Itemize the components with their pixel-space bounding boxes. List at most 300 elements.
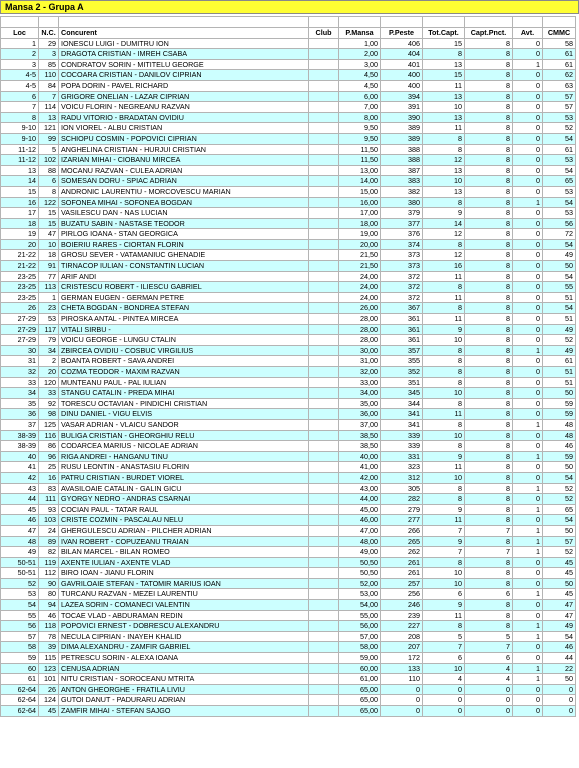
tot-capt-cell[interactable]: 12 xyxy=(423,229,465,240)
p-mansa-cell[interactable]: 38,50 xyxy=(339,430,381,441)
nc-cell[interactable]: 92 xyxy=(39,398,59,409)
concurent-cell[interactable]: ANGHELINA CRISTIAN - HURJUI CRISTIAN xyxy=(59,144,309,155)
p-peste-cell[interactable]: 380 xyxy=(381,197,423,208)
capt-pnct-cell[interactable]: 8 xyxy=(465,112,513,123)
loc-cell[interactable]: 56 xyxy=(1,621,39,632)
avt-cell[interactable]: 0 xyxy=(513,102,543,113)
p-peste-cell[interactable]: 344 xyxy=(381,398,423,409)
p-mansa-cell[interactable]: 40,00 xyxy=(339,451,381,462)
concurent-cell[interactable]: CRISTESCU ROBERT - ILIESCU GABRIEL xyxy=(59,282,309,293)
loc-cell[interactable]: 18 xyxy=(1,218,39,229)
cmmc-cell[interactable]: 0 xyxy=(543,695,576,706)
loc-cell[interactable]: 3 xyxy=(1,59,39,70)
cmmc-cell[interactable]: 52 xyxy=(543,547,576,558)
cmmc-cell[interactable]: 22 xyxy=(543,663,576,674)
concurent-cell[interactable]: SOFONEA MIHAI - SOFONEA BOGDAN xyxy=(59,197,309,208)
avt-cell[interactable]: 1 xyxy=(513,59,543,70)
nc-cell[interactable]: 6 xyxy=(39,176,59,187)
avt-cell[interactable]: 1 xyxy=(513,547,543,558)
loc-cell[interactable]: 50-51 xyxy=(1,557,39,568)
cmmc-cell[interactable]: 50 xyxy=(543,674,576,685)
p-peste-cell[interactable]: 377 xyxy=(381,218,423,229)
concurent-cell[interactable]: VOICU GEORGE - LUNGU CTALIN xyxy=(59,335,309,346)
p-peste-cell[interactable]: 400 xyxy=(381,80,423,91)
avt-cell[interactable]: 0 xyxy=(513,144,543,155)
concurent-cell[interactable]: CONDRATOV SORIN - MITITELU GEORGE xyxy=(59,59,309,70)
club-cell[interactable] xyxy=(309,38,339,49)
avt-cell[interactable]: 1 xyxy=(513,621,543,632)
tot-capt-cell[interactable]: 10 xyxy=(423,335,465,346)
avt-cell[interactable]: 0 xyxy=(513,684,543,695)
avt-cell[interactable]: 0 xyxy=(513,335,543,346)
nc-cell[interactable]: 122 xyxy=(39,197,59,208)
avt-cell[interactable]: 1 xyxy=(513,197,543,208)
club-cell[interactable] xyxy=(309,398,339,409)
club-cell[interactable] xyxy=(309,80,339,91)
p-mansa-cell[interactable]: 8,00 xyxy=(339,112,381,123)
nc-cell[interactable]: 15 xyxy=(39,208,59,219)
nc-cell[interactable]: 116 xyxy=(39,430,59,441)
p-mansa-cell[interactable]: 4,50 xyxy=(339,70,381,81)
avt-cell[interactable]: 0 xyxy=(513,112,543,123)
p-mansa-cell[interactable]: 30,00 xyxy=(339,345,381,356)
p-peste-cell[interactable]: 341 xyxy=(381,419,423,430)
concurent-cell[interactable]: COCOARA CRISTIAN - DANILOV CIPRIAN xyxy=(59,70,309,81)
cmmc-cell[interactable]: 59 xyxy=(543,409,576,420)
tot-capt-cell[interactable]: 8 xyxy=(423,557,465,568)
capt-pnct-cell[interactable]: 8 xyxy=(465,398,513,409)
capt-pnct-cell[interactable]: 8 xyxy=(465,38,513,49)
loc-cell[interactable]: 27-29 xyxy=(1,314,39,325)
nc-cell[interactable]: 103 xyxy=(39,515,59,526)
p-mansa-cell[interactable]: 2,00 xyxy=(339,49,381,60)
capt-pnct-cell[interactable]: 4 xyxy=(465,674,513,685)
avt-cell[interactable]: 0 xyxy=(513,557,543,568)
p-mansa-cell[interactable]: 28,00 xyxy=(339,324,381,335)
cmmc-cell[interactable]: 61 xyxy=(543,49,576,60)
cmmc-cell[interactable]: 54 xyxy=(543,472,576,483)
p-mansa-cell[interactable]: 24,00 xyxy=(339,292,381,303)
nc-cell[interactable]: 98 xyxy=(39,409,59,420)
p-peste-cell[interactable]: 207 xyxy=(381,642,423,653)
concurent-cell[interactable]: VOICU FLORIN - NEGREANU RAZVAN xyxy=(59,102,309,113)
nc-cell[interactable]: 23 xyxy=(39,303,59,314)
cmmc-cell[interactable]: 72 xyxy=(543,229,576,240)
p-mansa-cell[interactable]: 42,00 xyxy=(339,472,381,483)
capt-pnct-cell[interactable]: 8 xyxy=(465,218,513,229)
capt-pnct-cell[interactable]: 8 xyxy=(465,557,513,568)
club-cell[interactable] xyxy=(309,356,339,367)
concurent-cell[interactable]: COCIAN PAUL - TATAR RAUL xyxy=(59,504,309,515)
nc-cell[interactable]: 25 xyxy=(39,462,59,473)
cmmc-cell[interactable]: 46 xyxy=(543,642,576,653)
cmmc-cell[interactable]: 59 xyxy=(543,451,576,462)
capt-pnct-cell[interactable]: 8 xyxy=(465,70,513,81)
cmmc-cell[interactable]: 48 xyxy=(543,430,576,441)
capt-pnct-cell[interactable]: 8 xyxy=(465,49,513,60)
p-peste-cell[interactable]: 277 xyxy=(381,515,423,526)
cmmc-cell[interactable]: 48 xyxy=(543,419,576,430)
p-peste-cell[interactable]: 339 xyxy=(381,441,423,452)
capt-pnct-cell[interactable]: 8 xyxy=(465,229,513,240)
p-mansa-cell[interactable]: 26,00 xyxy=(339,303,381,314)
p-peste-cell[interactable]: 265 xyxy=(381,536,423,547)
nc-cell[interactable]: 86 xyxy=(39,441,59,452)
capt-pnct-cell[interactable]: 8 xyxy=(465,59,513,70)
p-mansa-cell[interactable]: 31,00 xyxy=(339,356,381,367)
p-mansa-cell[interactable]: 50,50 xyxy=(339,568,381,579)
capt-pnct-cell[interactable]: 8 xyxy=(465,261,513,272)
club-cell[interactable] xyxy=(309,557,339,568)
p-peste-cell[interactable]: 352 xyxy=(381,367,423,378)
club-cell[interactable] xyxy=(309,49,339,60)
capt-pnct-cell[interactable]: 8 xyxy=(465,356,513,367)
capt-pnct-cell[interactable]: 7 xyxy=(465,525,513,536)
concurent-cell[interactable]: ZAMFIR MIHAI - STEFAN SAJGO xyxy=(59,706,309,717)
club-cell[interactable] xyxy=(309,335,339,346)
concurent-cell[interactable]: TOCAE VLAD - ABDURAMAN REDIN xyxy=(59,610,309,621)
loc-cell[interactable]: 48 xyxy=(1,536,39,547)
nc-cell[interactable]: 84 xyxy=(39,80,59,91)
club-cell[interactable] xyxy=(309,547,339,558)
capt-pnct-cell[interactable]: 8 xyxy=(465,451,513,462)
nc-cell[interactable]: 114 xyxy=(39,102,59,113)
club-cell[interactable] xyxy=(309,250,339,261)
concurent-cell[interactable]: VASAR ADRIAN - VLAICU SANDOR xyxy=(59,419,309,430)
tot-capt-cell[interactable]: 8 xyxy=(423,494,465,505)
nc-cell[interactable]: 45 xyxy=(39,706,59,717)
avt-cell[interactable]: 0 xyxy=(513,70,543,81)
concurent-cell[interactable]: NITU CRISTIAN - SOROCEANU MTRITA xyxy=(59,674,309,685)
avt-cell[interactable]: 1 xyxy=(513,674,543,685)
avt-cell[interactable]: 1 xyxy=(513,345,543,356)
p-peste-cell[interactable]: 331 xyxy=(381,451,423,462)
cmmc-cell[interactable]: 47 xyxy=(543,610,576,621)
p-peste-cell[interactable]: 0 xyxy=(381,684,423,695)
loc-cell[interactable]: 50-51 xyxy=(1,568,39,579)
capt-pnct-cell[interactable]: 8 xyxy=(465,144,513,155)
tot-capt-cell[interactable]: 8 xyxy=(423,621,465,632)
p-peste-cell[interactable]: 279 xyxy=(381,504,423,515)
avt-cell[interactable]: 0 xyxy=(513,292,543,303)
loc-cell[interactable]: 42 xyxy=(1,472,39,483)
loc-cell[interactable]: 23-25 xyxy=(1,282,39,293)
avt-cell[interactable]: 1 xyxy=(513,419,543,430)
avt-cell[interactable]: 0 xyxy=(513,706,543,717)
concurent-cell[interactable]: RIGA ANDREI - HANGANU TINU xyxy=(59,451,309,462)
concurent-cell[interactable]: DINU DANIEL - VIGU ELVIS xyxy=(59,409,309,420)
club-cell[interactable] xyxy=(309,483,339,494)
concurent-cell[interactable]: MOCANU RAZVAN - CULEA ADRIAN xyxy=(59,165,309,176)
loc-cell[interactable]: 62-64 xyxy=(1,684,39,695)
p-mansa-cell[interactable]: 9,50 xyxy=(339,133,381,144)
capt-pnct-cell[interactable]: 8 xyxy=(465,483,513,494)
loc-cell[interactable]: 35 xyxy=(1,398,39,409)
p-peste-cell[interactable]: 345 xyxy=(381,388,423,399)
concurent-cell[interactable]: GRIGORE ONELIAN - LAZAR CIPRIAN xyxy=(59,91,309,102)
p-peste-cell[interactable]: 110 xyxy=(381,674,423,685)
capt-pnct-cell[interactable]: 8 xyxy=(465,568,513,579)
cmmc-cell[interactable]: 47 xyxy=(543,600,576,611)
capt-pnct-cell[interactable]: 6 xyxy=(465,653,513,664)
capt-pnct-cell[interactable]: 8 xyxy=(465,314,513,325)
tot-capt-cell[interactable]: 7 xyxy=(423,547,465,558)
loc-cell[interactable]: 40 xyxy=(1,451,39,462)
nc-cell[interactable]: 5 xyxy=(39,144,59,155)
cmmc-cell[interactable]: 56 xyxy=(543,218,576,229)
cmmc-cell[interactable]: 46 xyxy=(543,441,576,452)
club-cell[interactable] xyxy=(309,684,339,695)
nc-cell[interactable]: 111 xyxy=(39,494,59,505)
avt-cell[interactable]: 1 xyxy=(513,589,543,600)
tot-capt-cell[interactable]: 4 xyxy=(423,674,465,685)
avt-cell[interactable]: 0 xyxy=(513,578,543,589)
cmmc-cell[interactable]: 0 xyxy=(543,684,576,695)
col-header-loc[interactable]: Loc xyxy=(1,28,39,39)
col-header-avt[interactable]: Avt. xyxy=(513,28,543,39)
p-mansa-cell[interactable]: 3,00 xyxy=(339,59,381,70)
loc-cell[interactable]: 31 xyxy=(1,356,39,367)
cmmc-cell[interactable]: 54 xyxy=(543,271,576,282)
tot-capt-cell[interactable]: 0 xyxy=(423,706,465,717)
capt-pnct-cell[interactable]: 8 xyxy=(465,377,513,388)
p-mansa-cell[interactable]: 57,00 xyxy=(339,631,381,642)
cmmc-cell[interactable]: 51 xyxy=(543,292,576,303)
club-cell[interactable] xyxy=(309,292,339,303)
nc-cell[interactable]: 89 xyxy=(39,536,59,547)
capt-pnct-cell[interactable]: 8 xyxy=(465,303,513,314)
cmmc-cell[interactable]: 62 xyxy=(543,70,576,81)
cmmc-cell[interactable]: 55 xyxy=(543,282,576,293)
concurent-cell[interactable]: RADU VITORIO - BRADATAN OVIDIU xyxy=(59,112,309,123)
tot-capt-cell[interactable]: 13 xyxy=(423,186,465,197)
club-cell[interactable] xyxy=(309,441,339,452)
nc-cell[interactable]: 120 xyxy=(39,377,59,388)
p-mansa-cell[interactable]: 16,00 xyxy=(339,197,381,208)
cmmc-cell[interactable]: 49 xyxy=(543,621,576,632)
p-mansa-cell[interactable]: 11,50 xyxy=(339,155,381,166)
concurent-cell[interactable]: PETRESCU SORIN - ALEXA IOANA xyxy=(59,653,309,664)
capt-pnct-cell[interactable]: 8 xyxy=(465,282,513,293)
loc-cell[interactable]: 58 xyxy=(1,642,39,653)
nc-cell[interactable]: 90 xyxy=(39,578,59,589)
capt-pnct-cell[interactable]: 8 xyxy=(465,462,513,473)
capt-pnct-cell[interactable]: 8 xyxy=(465,292,513,303)
nc-cell[interactable]: 33 xyxy=(39,388,59,399)
avt-cell[interactable]: 0 xyxy=(513,239,543,250)
avt-cell[interactable]: 0 xyxy=(513,176,543,187)
tot-capt-cell[interactable]: 11 xyxy=(423,610,465,621)
loc-cell[interactable]: 21-22 xyxy=(1,261,39,272)
p-peste-cell[interactable]: 389 xyxy=(381,133,423,144)
cmmc-cell[interactable]: 50 xyxy=(543,261,576,272)
col-header-club[interactable]: Club xyxy=(309,28,339,39)
loc-cell[interactable]: 11-12 xyxy=(1,155,39,166)
col-header-capt-pnct[interactable]: Capt.Pnct. xyxy=(465,28,513,39)
avt-cell[interactable]: 0 xyxy=(513,314,543,325)
loc-cell[interactable]: 23-25 xyxy=(1,292,39,303)
cmmc-cell[interactable]: 54 xyxy=(543,515,576,526)
avt-cell[interactable]: 0 xyxy=(513,600,543,611)
concurent-cell[interactable]: AVASILOAIE CATALIN - GALIN GICU xyxy=(59,483,309,494)
concurent-cell[interactable]: PIRLOG IOANA - STAN GEORGICA xyxy=(59,229,309,240)
avt-cell[interactable]: 0 xyxy=(513,133,543,144)
nc-cell[interactable]: 29 xyxy=(39,38,59,49)
p-mansa-cell[interactable]: 49,00 xyxy=(339,547,381,558)
nc-cell[interactable]: 13 xyxy=(39,112,59,123)
p-peste-cell[interactable]: 390 xyxy=(381,112,423,123)
avt-cell[interactable]: 0 xyxy=(513,208,543,219)
concurent-cell[interactable]: VASILESCU DAN - NAS LUCIAN xyxy=(59,208,309,219)
cmmc-cell[interactable]: 50 xyxy=(543,388,576,399)
cmmc-cell[interactable]: 54 xyxy=(543,133,576,144)
loc-cell[interactable]: 62-64 xyxy=(1,706,39,717)
capt-pnct-cell[interactable]: 8 xyxy=(465,176,513,187)
p-peste-cell[interactable]: 351 xyxy=(381,377,423,388)
p-mansa-cell[interactable]: 38,50 xyxy=(339,441,381,452)
club-cell[interactable] xyxy=(309,271,339,282)
club-cell[interactable] xyxy=(309,197,339,208)
p-mansa-cell[interactable]: 65,00 xyxy=(339,706,381,717)
p-peste-cell[interactable]: 261 xyxy=(381,557,423,568)
p-mansa-cell[interactable]: 54,00 xyxy=(339,600,381,611)
p-mansa-cell[interactable]: 15,00 xyxy=(339,186,381,197)
nc-cell[interactable]: 18 xyxy=(39,250,59,261)
cmmc-cell[interactable]: 53 xyxy=(543,186,576,197)
loc-cell[interactable]: 21-22 xyxy=(1,250,39,261)
p-peste-cell[interactable]: 282 xyxy=(381,494,423,505)
tot-capt-cell[interactable]: 13 xyxy=(423,91,465,102)
p-peste-cell[interactable]: 261 xyxy=(381,568,423,579)
loc-cell[interactable]: 57 xyxy=(1,631,39,642)
avt-cell[interactable]: 0 xyxy=(513,515,543,526)
club-cell[interactable] xyxy=(309,706,339,717)
avt-cell[interactable]: 0 xyxy=(513,388,543,399)
capt-pnct-cell[interactable]: 8 xyxy=(465,123,513,134)
p-mansa-cell[interactable]: 11,50 xyxy=(339,144,381,155)
club-cell[interactable] xyxy=(309,155,339,166)
tot-capt-cell[interactable]: 9 xyxy=(423,504,465,515)
nc-cell[interactable]: 91 xyxy=(39,261,59,272)
capt-pnct-cell[interactable]: 8 xyxy=(465,430,513,441)
tot-capt-cell[interactable]: 7 xyxy=(423,525,465,536)
loc-cell[interactable]: 7 xyxy=(1,102,39,113)
concurent-cell[interactable]: GERMAN EUGEN - GERMAN PETRE xyxy=(59,292,309,303)
p-peste-cell[interactable]: 367 xyxy=(381,303,423,314)
cmmc-cell[interactable]: 50 xyxy=(543,578,576,589)
p-peste-cell[interactable]: 323 xyxy=(381,462,423,473)
club-cell[interactable] xyxy=(309,345,339,356)
club-cell[interactable] xyxy=(309,515,339,526)
p-peste-cell[interactable]: 376 xyxy=(381,229,423,240)
loc-cell[interactable]: 2 xyxy=(1,49,39,60)
cmmc-cell[interactable]: 53 xyxy=(543,155,576,166)
nc-cell[interactable]: 82 xyxy=(39,547,59,558)
p-mansa-cell[interactable]: 48,00 xyxy=(339,536,381,547)
cmmc-cell[interactable]: 0 xyxy=(543,706,576,717)
p-peste-cell[interactable]: 357 xyxy=(381,345,423,356)
tot-capt-cell[interactable]: 9 xyxy=(423,208,465,219)
p-peste-cell[interactable]: 404 xyxy=(381,49,423,60)
club-cell[interactable] xyxy=(309,589,339,600)
p-mansa-cell[interactable]: 9,50 xyxy=(339,123,381,134)
cmmc-cell[interactable]: 52 xyxy=(543,123,576,134)
club-cell[interactable] xyxy=(309,303,339,314)
cmmc-cell[interactable]: 54 xyxy=(543,303,576,314)
avt-cell[interactable]: 0 xyxy=(513,409,543,420)
loc-cell[interactable]: 9-10 xyxy=(1,133,39,144)
loc-cell[interactable]: 43 xyxy=(1,483,39,494)
p-peste-cell[interactable]: 372 xyxy=(381,292,423,303)
tot-capt-cell[interactable]: 6 xyxy=(423,653,465,664)
tot-capt-cell[interactable]: 11 xyxy=(423,271,465,282)
avt-cell[interactable]: 0 xyxy=(513,462,543,473)
tot-capt-cell[interactable]: 0 xyxy=(423,684,465,695)
concurent-cell[interactable]: SCHIOPU COSMIN - POPOVICI CIPRIAN xyxy=(59,133,309,144)
p-mansa-cell[interactable]: 19,00 xyxy=(339,229,381,240)
capt-pnct-cell[interactable]: 4 xyxy=(465,663,513,674)
capt-pnct-cell[interactable]: 8 xyxy=(465,250,513,261)
avt-cell[interactable]: 1 xyxy=(513,536,543,547)
tot-capt-cell[interactable]: 13 xyxy=(423,165,465,176)
cmmc-cell[interactable]: 50 xyxy=(543,525,576,536)
club-cell[interactable] xyxy=(309,409,339,420)
nc-cell[interactable]: 119 xyxy=(39,557,59,568)
p-peste-cell[interactable]: 239 xyxy=(381,610,423,621)
p-peste-cell[interactable]: 355 xyxy=(381,356,423,367)
avt-cell[interactable]: 0 xyxy=(513,165,543,176)
tot-capt-cell[interactable]: 5 xyxy=(423,631,465,642)
p-mansa-cell[interactable]: 43,00 xyxy=(339,483,381,494)
cmmc-cell[interactable]: 59 xyxy=(543,398,576,409)
club-cell[interactable] xyxy=(309,642,339,653)
p-peste-cell[interactable]: 382 xyxy=(381,186,423,197)
concurent-cell[interactable]: BOANTA ROBERT - SAVA ANDREI xyxy=(59,356,309,367)
p-mansa-cell[interactable]: 55,00 xyxy=(339,610,381,621)
cmmc-cell[interactable]: 54 xyxy=(543,239,576,250)
capt-pnct-cell[interactable]: 8 xyxy=(465,610,513,621)
capt-pnct-cell[interactable]: 8 xyxy=(465,504,513,515)
nc-cell[interactable]: 118 xyxy=(39,621,59,632)
p-peste-cell[interactable]: 227 xyxy=(381,621,423,632)
club-cell[interactable] xyxy=(309,367,339,378)
p-mansa-cell[interactable]: 21,50 xyxy=(339,250,381,261)
p-mansa-cell[interactable]: 24,00 xyxy=(339,282,381,293)
concurent-cell[interactable]: TORESCU OCTAVIAN - PINDICHI CRISTIAN xyxy=(59,398,309,409)
p-peste-cell[interactable]: 133 xyxy=(381,663,423,674)
capt-pnct-cell[interactable]: 0 xyxy=(465,695,513,706)
club-cell[interactable] xyxy=(309,451,339,462)
club-cell[interactable] xyxy=(309,568,339,579)
cmmc-cell[interactable]: 57 xyxy=(543,536,576,547)
p-mansa-cell[interactable]: 33,00 xyxy=(339,377,381,388)
nc-cell[interactable]: 53 xyxy=(39,314,59,325)
nc-cell[interactable]: 125 xyxy=(39,419,59,430)
cmmc-cell[interactable]: 49 xyxy=(543,324,576,335)
capt-pnct-cell[interactable]: 8 xyxy=(465,133,513,144)
p-mansa-cell[interactable]: 20,00 xyxy=(339,239,381,250)
avt-cell[interactable]: 0 xyxy=(513,80,543,91)
cmmc-cell[interactable]: 61 xyxy=(543,144,576,155)
club-cell[interactable] xyxy=(309,610,339,621)
avt-cell[interactable]: 0 xyxy=(513,303,543,314)
nc-cell[interactable]: 1 xyxy=(39,292,59,303)
concurent-cell[interactable]: ARIF ANDI xyxy=(59,271,309,282)
avt-cell[interactable]: 0 xyxy=(513,610,543,621)
tot-capt-cell[interactable]: 8 xyxy=(423,303,465,314)
concurent-cell[interactable]: GYORGY NEDRO - ANDRAS CSARNAI xyxy=(59,494,309,505)
capt-pnct-cell[interactable]: 8 xyxy=(465,91,513,102)
